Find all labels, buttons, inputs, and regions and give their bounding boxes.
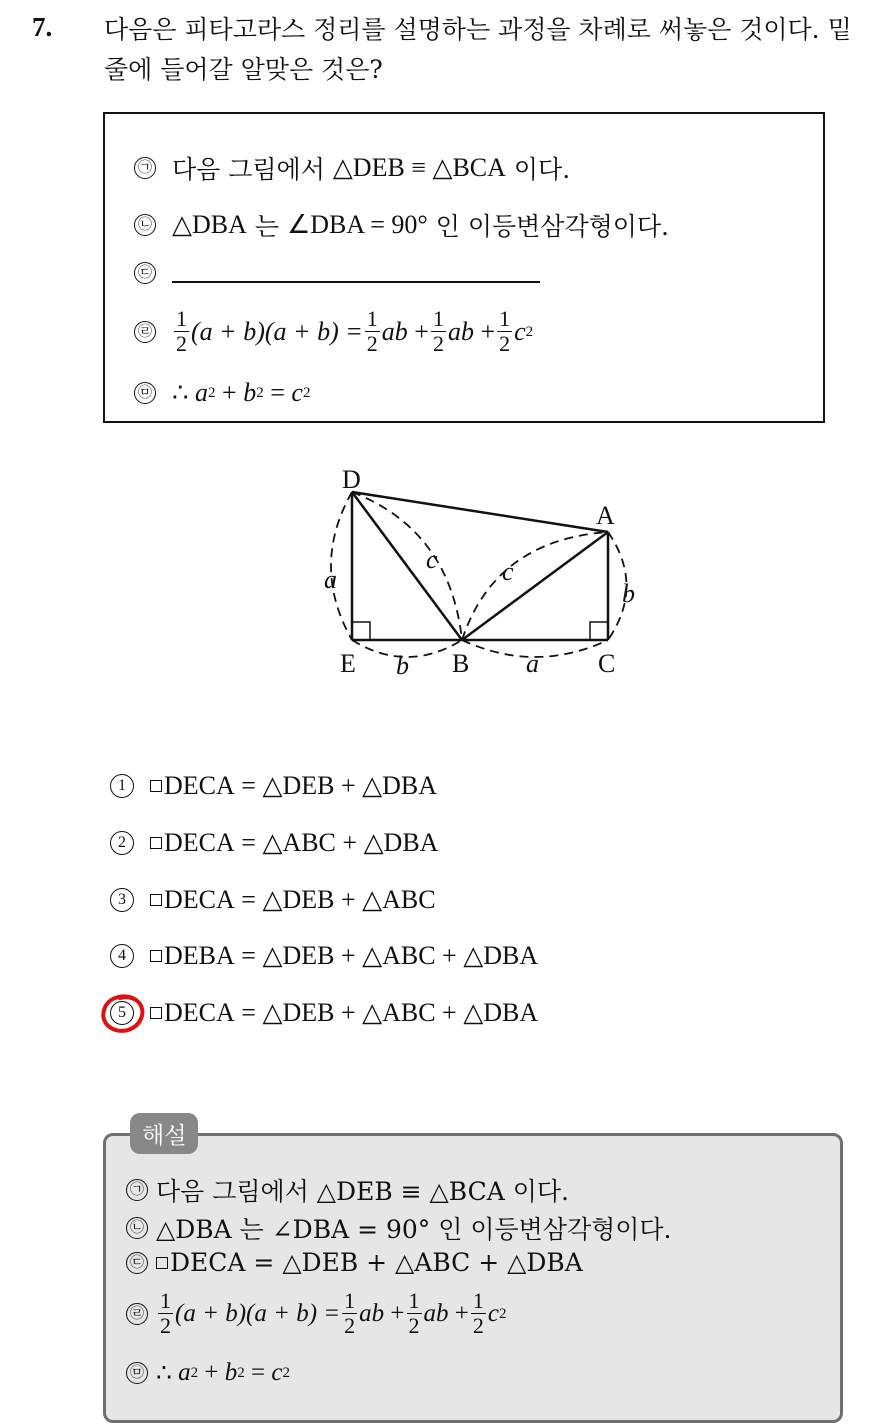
step-1-suffix: 이다.	[513, 155, 571, 184]
step-marker: ㉠	[134, 157, 156, 179]
question-number: 7.	[32, 12, 53, 42]
solution-line-2: ㉡ △DBA 는 ∠DBA = 90° 인 이등변삼각형이다.	[126, 1210, 672, 1246]
choice-3[interactable]: 3 DECA = △DEB + △ABC	[110, 885, 436, 915]
side-label-c: c	[502, 557, 514, 586]
choice-1[interactable]: 1 DECA = △DEB + △DBA	[110, 771, 437, 801]
step-marker: ㉢	[134, 262, 156, 284]
fraction-half: $\frac{1}{2}$	[499, 306, 511, 356]
question-text: 다음은 피타고라스 정리를 설명하는 과정을 차례로 써놓은 것이다. 밑 줄에 들어갈 알맞은 것은?	[104, 15, 852, 84]
choice-number: 5	[110, 1001, 134, 1025]
choice-number: 4	[110, 944, 134, 968]
fraction-half: $\frac{1}{2}$	[472, 1288, 484, 1338]
step-1	[134, 150, 570, 186]
answer-circle-mark	[100, 992, 152, 1036]
step-marker: ㉡	[126, 1217, 148, 1239]
solution-line-5: ㉤ ∴ a 2 + b 2 = c 2	[126, 1358, 290, 1388]
point-label-E: E	[340, 649, 356, 678]
trapezoid-diagram	[300, 460, 660, 690]
point-label-B: B	[452, 649, 470, 678]
choice-5[interactable]: 5 DECA = △DEB + △ABC + △DBA	[110, 998, 538, 1028]
choice-number: 2	[110, 831, 134, 855]
side-label-a: a	[526, 649, 539, 678]
step-1-formula: △DEB ≡ △BCA	[332, 153, 506, 182]
step-4-left: (a + b)(a + b) =	[191, 316, 363, 346]
solution-line-4: ㉣ $\frac{1}{2}$ (a + b)(a + b) = $\frac{1}{2}$ ab + $\frac{1}{2}$ ab + $\frac{1}{2}$ c 2	[126, 1290, 507, 1337]
fraction-half: $\frac{1}{2}$	[176, 306, 187, 356]
answer-blank-line	[172, 281, 540, 283]
step-3	[134, 262, 540, 284]
right-angle-C	[590, 622, 608, 640]
solution-line-3: ㉢ DECA = △DEB + △ABC + △DBA	[126, 1248, 583, 1277]
side-label-c: c	[426, 545, 438, 574]
choice-number: 1	[110, 774, 134, 798]
step-2-formula: △DBA	[172, 210, 247, 239]
step-marker: ㉡	[134, 214, 156, 236]
right-angle-E	[352, 622, 370, 640]
step-marker: ㉢	[126, 1252, 148, 1274]
step-marker: ㉠	[126, 1179, 148, 1201]
fraction-half: $\frac{1}{2}$	[408, 1288, 420, 1338]
step-4: ㉣ $\frac{1}{2}$ (a + b)(a + b) = $\frac{1}{2}$ ab + $\frac{1}{2}$ ab + $\frac{1}{2}$ c 2	[134, 308, 533, 355]
square-symbol	[150, 780, 162, 792]
square-symbol	[150, 950, 162, 962]
step-2-angle: ∠DBA = 90°	[286, 210, 428, 239]
point-label-A: A	[596, 501, 615, 530]
choice-4[interactable]: 4 DEBA = △DEB + △ABC + △DBA	[110, 941, 538, 971]
step-marker: ㉤	[126, 1362, 148, 1384]
choice-2[interactable]: 2 DECA = △ABC + △DBA	[110, 828, 438, 858]
choice-number: 3	[110, 888, 134, 912]
step-2-suffix: 인 이등변삼각형이다.	[435, 212, 669, 241]
segment-DB	[352, 492, 462, 640]
segment-BA	[462, 532, 608, 640]
square-symbol	[150, 837, 162, 849]
fraction-half: $\frac{1}{2}$	[366, 306, 378, 356]
point-label-D: D	[342, 465, 361, 494]
square-symbol	[150, 894, 162, 906]
solution-tag: 해설	[130, 1113, 198, 1154]
fraction-half: $\frac{1}{2}$	[432, 306, 444, 356]
step-marker: ㉤	[134, 382, 156, 404]
step-2	[134, 207, 669, 243]
fraction-half: $\frac{1}{2}$	[344, 1288, 356, 1338]
red-circle-stroke	[103, 996, 142, 1031]
fraction-half: $\frac{1}{2}$	[160, 1288, 171, 1338]
side-label-a: a	[324, 565, 337, 594]
step-5: ㉤ ∴ a 2 + b 2 = c 2	[134, 378, 310, 408]
step-marker: ㉣	[134, 321, 156, 343]
step-marker: ㉣	[126, 1303, 148, 1325]
point-label-C: C	[598, 649, 616, 678]
solution-line-1: ㉠ 다음 그림에서 △DEB ≡ △BCA 이다.	[126, 1172, 569, 1208]
square-symbol	[156, 1257, 168, 1269]
side-label-b: b	[622, 579, 635, 608]
step-2-mid: 는	[254, 212, 279, 241]
side-label-b: b	[396, 651, 409, 680]
segment-DA	[352, 492, 608, 532]
step-1-prefix: 다음 그림에서	[172, 155, 325, 184]
